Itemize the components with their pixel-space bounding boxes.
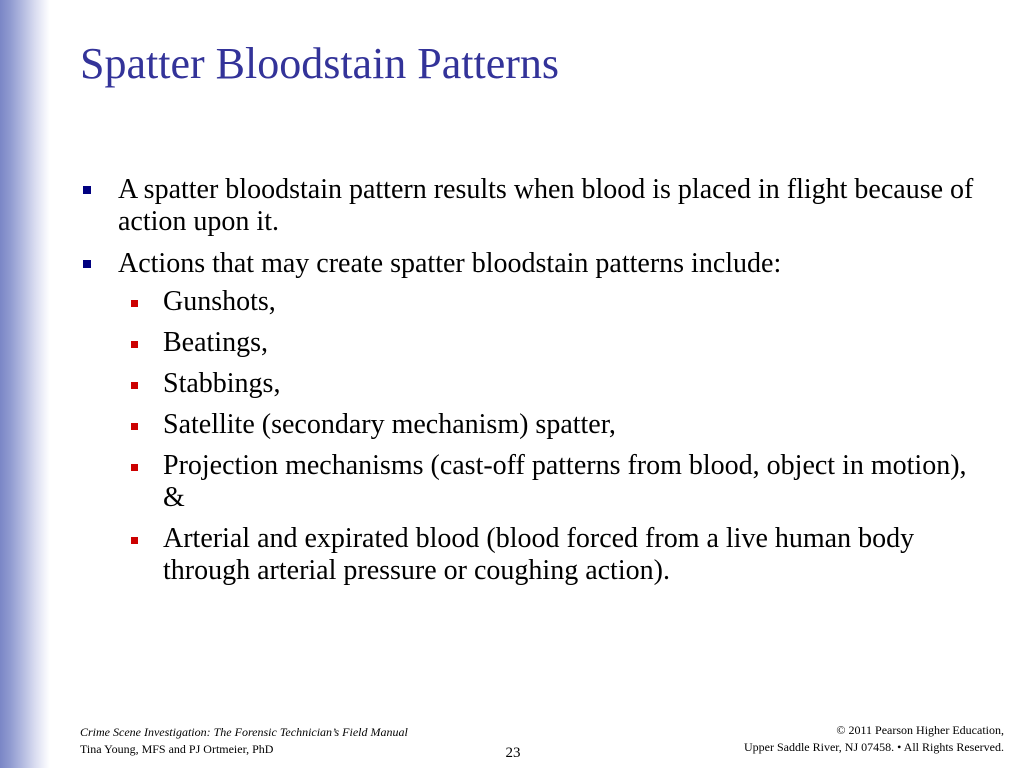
footer-citation: [80, 724, 408, 758]
square-sub-bullet-icon: [131, 464, 138, 471]
sub-bullet-item: [118, 409, 990, 441]
square-bullet-icon: [83, 260, 91, 268]
sub-bullet-list: [118, 286, 990, 587]
sub-bullet-text: Stabbings,: [163, 368, 281, 399]
bullet-text: A spatter bloodstain pattern results when blood is placed in flight because of action upon it.: [118, 174, 974, 237]
copyright-line-1: © 2011 Pearson Higher Education,: [836, 723, 1004, 737]
square-sub-bullet-icon: [131, 423, 138, 430]
square-bullet-icon: [83, 186, 91, 194]
sub-bullet-item: [118, 327, 990, 359]
bullet-item: [80, 174, 990, 238]
copyright-line-2: Upper Saddle River, NJ 07458. • All Rights Reserved.: [743, 740, 1004, 754]
sub-bullet-text: Arterial and expirated blood (blood forced from a live human body through arterial pressure or coughing action).: [163, 523, 915, 586]
slide-title: Spatter Bloodstain Patterns: [80, 39, 560, 88]
square-sub-bullet-icon: [131, 300, 138, 307]
sub-bullet-text: Projection mechanisms (cast-off patterns from blood, object in motion), &: [163, 450, 967, 513]
sub-bullet-item: [118, 523, 990, 587]
footer-copyright: [744, 722, 1004, 756]
square-sub-bullet-icon: [131, 537, 138, 544]
sub-bullet-text: Gunshots,: [163, 286, 276, 317]
square-sub-bullet-icon: [131, 382, 138, 389]
decorative-side-bar: [0, 0, 50, 768]
bullet-text: Actions that may create spatter bloodstain patterns include:: [118, 248, 782, 279]
sub-bullet-text: Beatings,: [163, 327, 268, 358]
footer-authors: Tina Young, MFS and PJ Ortmeier, PhD: [80, 742, 274, 756]
sub-bullet-item: [118, 286, 990, 318]
footer-book-title: Crime Scene Investigation: The Forensic Technician’s Field Manual: [80, 725, 408, 739]
page-number: 23: [505, 745, 521, 761]
bullet-list: [80, 174, 990, 597]
square-sub-bullet-icon: [131, 341, 138, 348]
sub-bullet-item: [118, 450, 990, 514]
bullet-item: [80, 248, 990, 587]
sub-bullet-item: [118, 368, 990, 400]
sub-bullet-text: Satellite (secondary mechanism) spatter,: [163, 409, 616, 440]
